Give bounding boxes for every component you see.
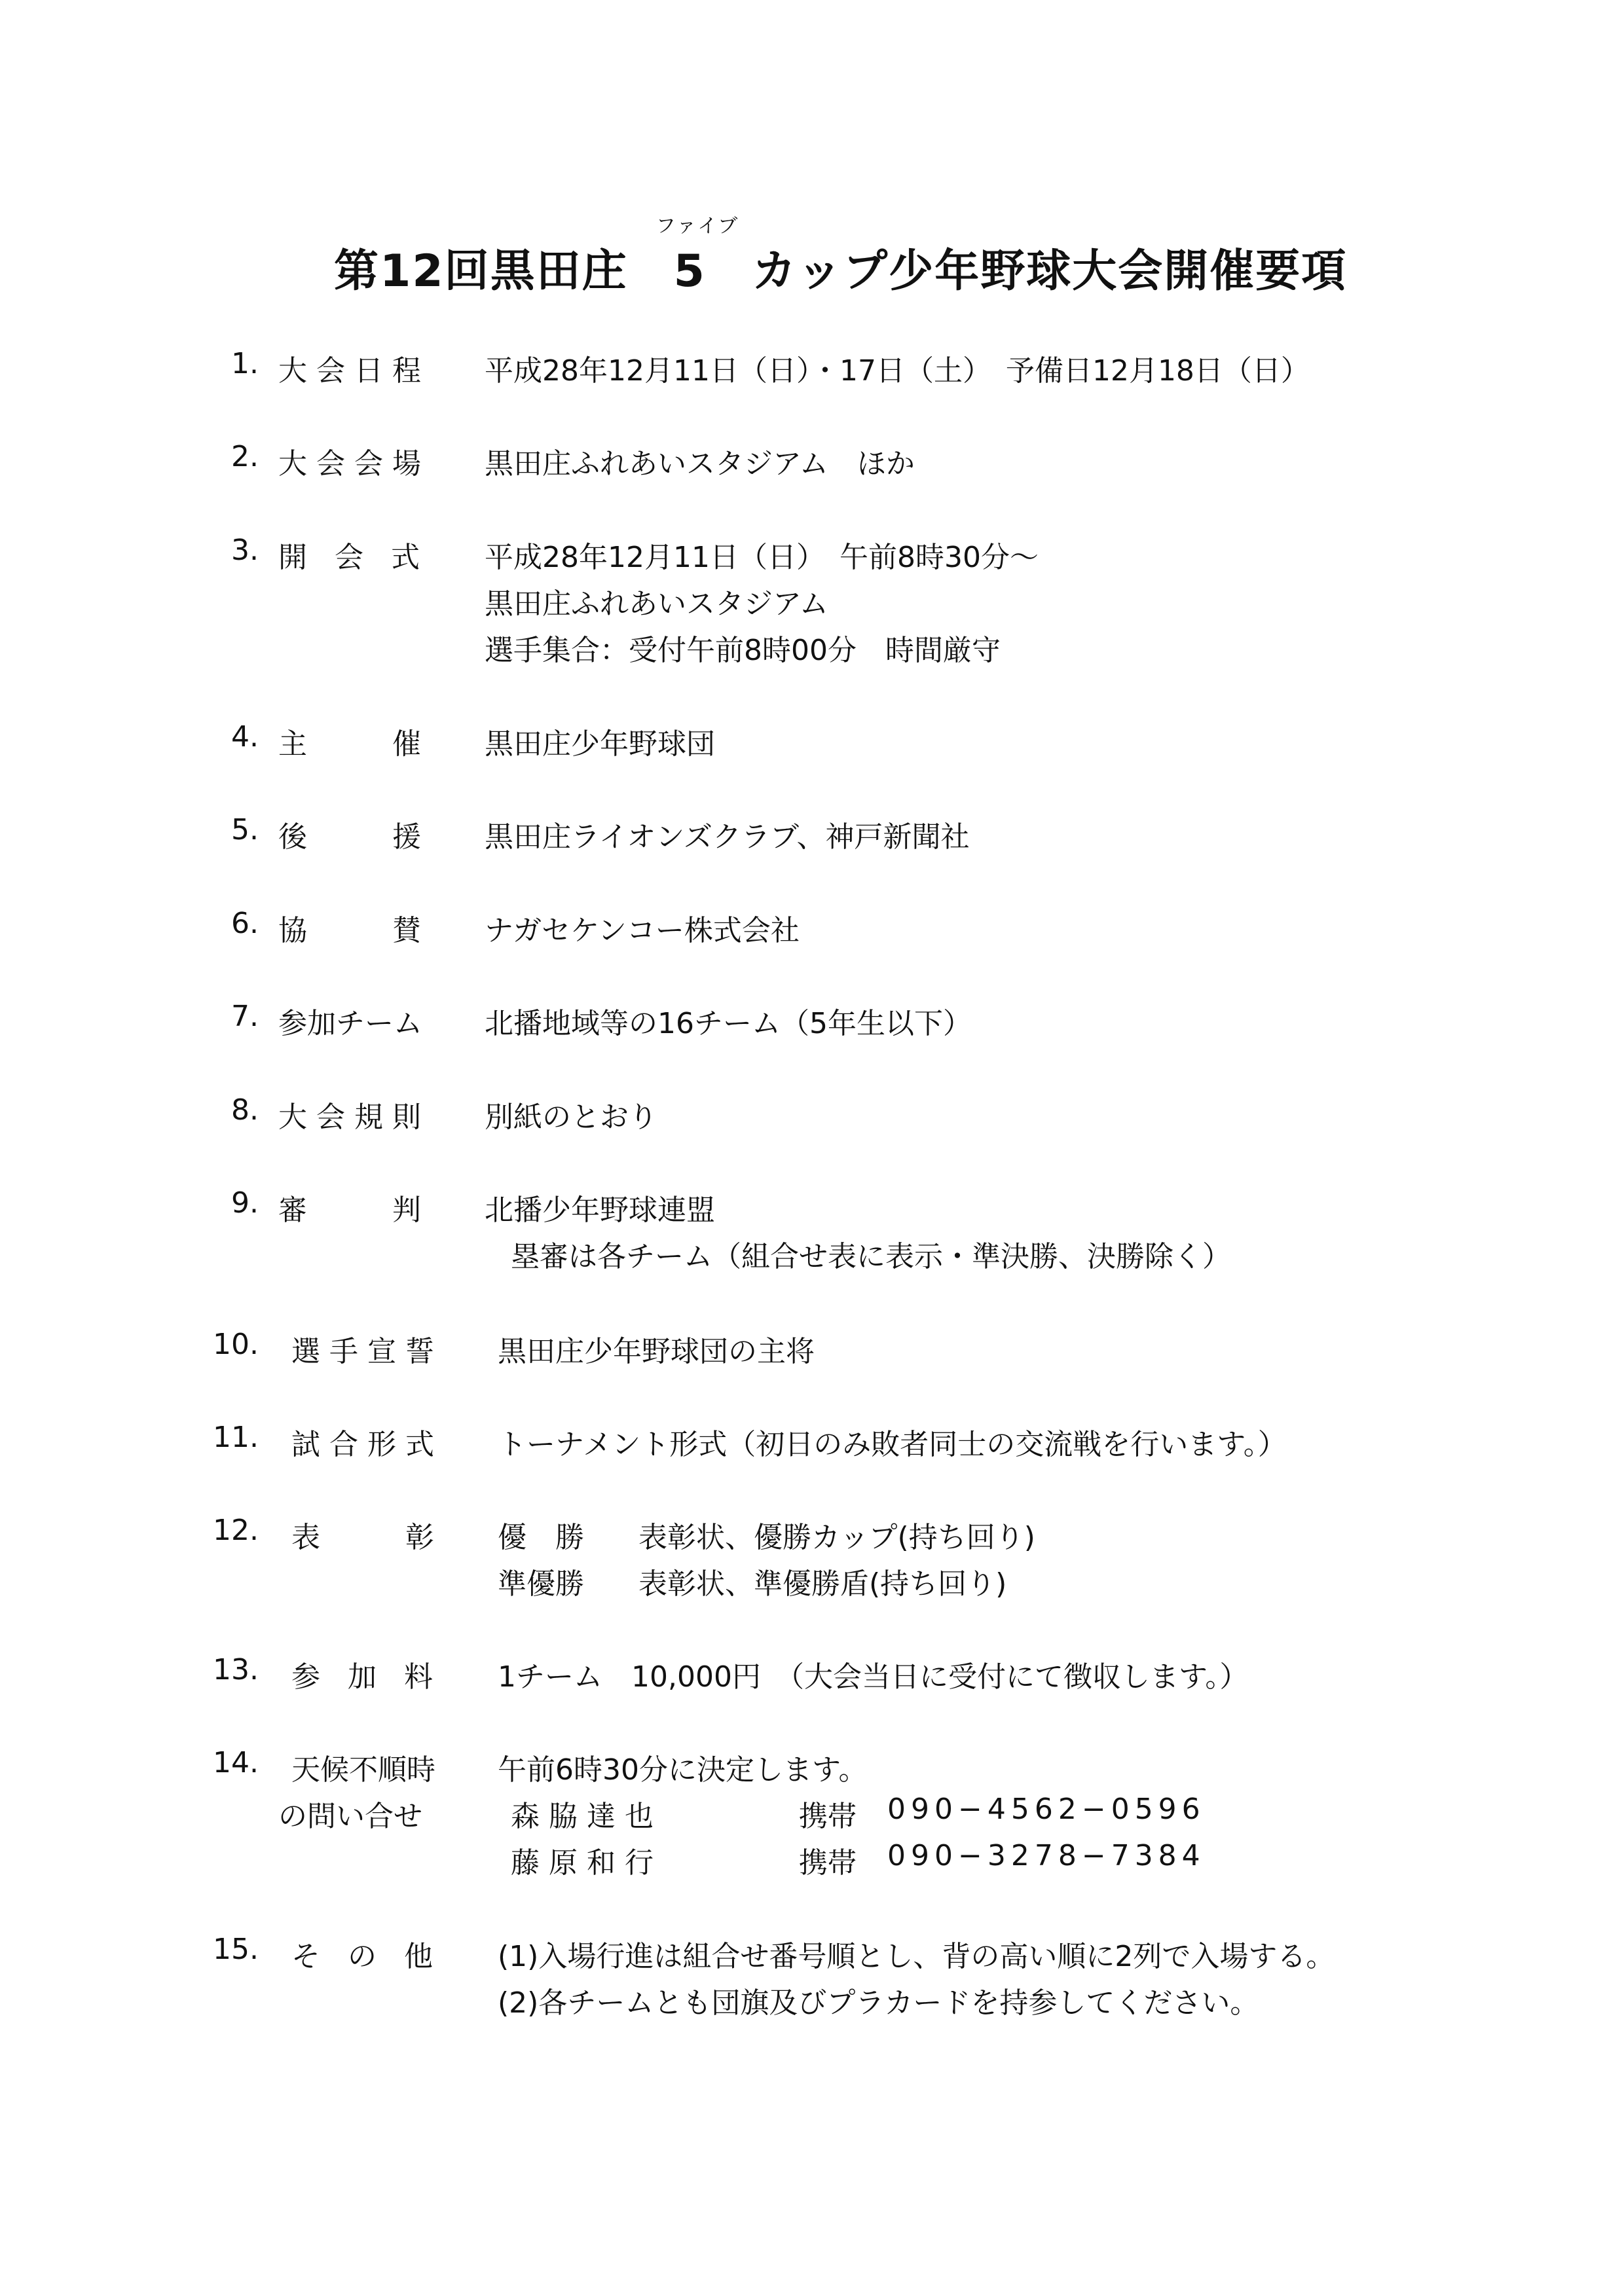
award-rank: 優 勝 [498,1521,584,1554]
contact-phone: 090−4562−0596 [887,1793,1206,1826]
award-prize: 表彰状、準優勝盾(持ち回り) [638,1567,1007,1601]
item-number: 6. [231,907,259,940]
item-label: 参加チーム [278,1007,422,1040]
item-label: 大会日程 [278,354,430,388]
item-label: 後 援 [278,820,430,854]
item-value: ナガセケンコー株式会社 [485,914,800,947]
title-suffix: カップ少年野球大会開催要項 [751,246,1348,297]
item-value: 平成28年12月11日（日） 午前8時30分～ [485,541,1039,574]
item-label: 協 賛 [278,914,430,947]
page-title [334,236,1356,299]
item-label: 審 判 [278,1194,430,1227]
item-value: 黒田庄少年野球団の主将 [498,1335,815,1368]
item-number: 2. [231,440,259,473]
item-value: (2)各チームとも団旗及びプラカードを持参してください。 [498,1986,1259,2020]
item-label: 天候不順時 [291,1753,435,1787]
item-value: 北播少年野球連盟 [485,1194,715,1227]
item-label: 開 会 式 [278,541,429,574]
item-label: 選手宣誓 [291,1335,443,1368]
contact-name: 森 脇 達 也 [511,1800,654,1833]
item-number: 10. [213,1328,259,1361]
item-value: 午前6時30分に決定します。 [498,1753,868,1787]
item-label: 大会会場 [278,447,430,481]
item-number: 4. [231,720,259,754]
item-number: 15. [213,1933,259,1966]
contact-type: 携帯 [799,1800,857,1833]
item-value: 塁審は各チーム（組合せ表に表示・準決勝、決勝除く） [511,1240,1231,1273]
item-value: 黒田庄ふれあいスタジアム ほか [485,447,915,481]
item-number: 1. [231,347,259,380]
item-value: 選手集合：受付午前8時00分 時間厳守 [485,634,1001,667]
item-value: 1チーム 10,000円 （大会当日に受付にて徴収します。） [498,1660,1249,1694]
item-number: 14. [213,1746,259,1779]
contact-type: 携帯 [799,1846,857,1880]
item-number: 5. [231,813,259,847]
award-rank: 準優勝 [498,1567,584,1601]
item-value: 黒田庄少年野球団 [485,727,715,761]
item-label: 参 加 料 [291,1660,442,1694]
contact-name: 藤 原 和 行 [511,1846,654,1880]
item-label: 主 催 [278,727,430,761]
title-prefix: 第12回黒田庄 [334,246,628,297]
item-value: 北播地域等の16チーム（5年生以下） [485,1007,972,1040]
title-ruby: ファイブ [655,215,739,238]
item-value: 別紙のとおり [485,1101,657,1134]
contact-phone: 090−3278−7384 [887,1839,1206,1872]
item-number: 9. [231,1186,259,1220]
item-label-line2: の問い合せ [278,1800,422,1833]
title-five: 5 [673,246,706,297]
item-label: 大会規則 [278,1101,430,1134]
item-number: 11. [213,1421,259,1454]
item-label: 表 彰 [291,1521,443,1554]
item-value: トーナメント形式（初日のみ敗者同士の交流戦を行います。） [498,1428,1287,1461]
item-label: そ の 他 [291,1940,442,1973]
item-number: 7. [231,1000,259,1033]
award-prize: 表彰状、優勝カップ(持ち回り) [638,1521,1035,1554]
item-value: 黒田庄ふれあいスタジアム [485,587,828,621]
item-value: 黒田庄ライオンズクラブ、神戸新聞社 [485,820,970,854]
item-value: (1)入場行進は組合せ番号順とし、背の高い順に2列で入場する。 [498,1940,1335,1973]
item-number: 8. [231,1093,259,1127]
item-number: 3. [231,534,259,567]
item-number: 13. [213,1653,259,1686]
item-label: 試合形式 [291,1428,443,1461]
item-number: 12. [213,1514,259,1547]
item-value: 平成28年12月11日（日）・17日（土） 予備日12月18日（日） [485,354,1310,388]
